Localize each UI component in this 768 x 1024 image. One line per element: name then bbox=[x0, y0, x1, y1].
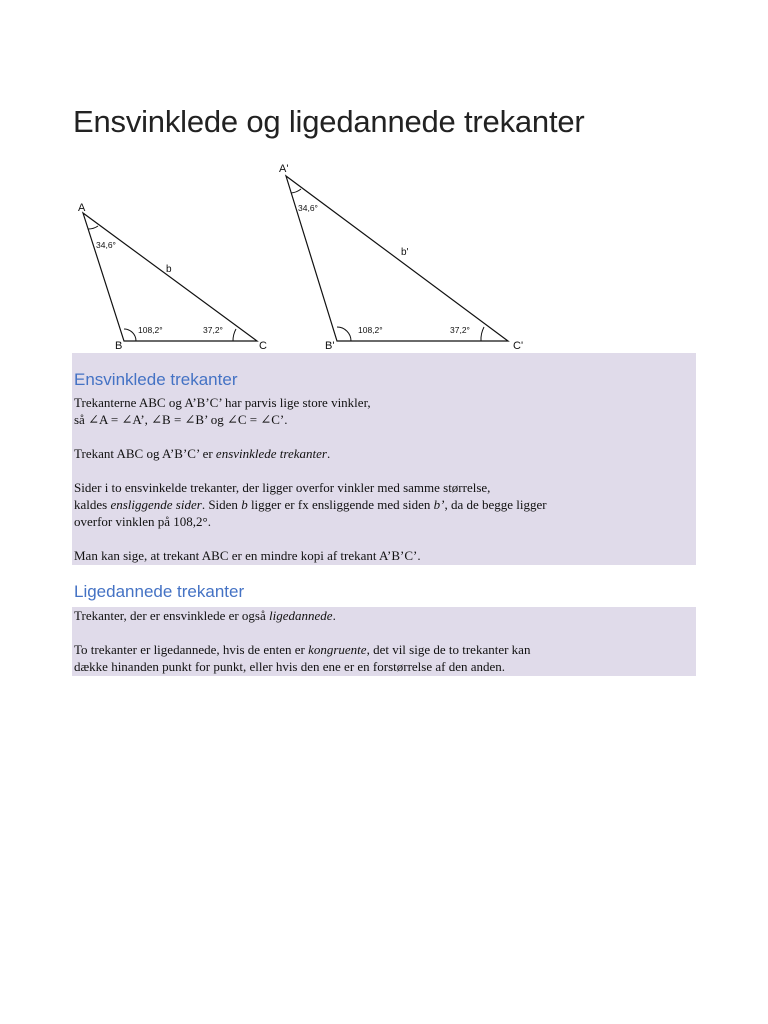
section2-paragraph-1: Trekanter, der er ensvinklede er også ligedannede. bbox=[74, 608, 336, 623]
triangles-svg bbox=[60, 155, 580, 355]
section1-paragraph-4: Man kan sige, at trekant ABC er en mindre kopi af trekant A’B’C’. bbox=[74, 548, 421, 563]
angle-arc-b-prime bbox=[337, 327, 351, 341]
vertex-b-prime: B' bbox=[325, 340, 335, 352]
triangles-figure bbox=[60, 155, 580, 355]
vertex-b: B bbox=[115, 340, 123, 352]
vertex-a-prime: A' bbox=[279, 163, 289, 175]
section2-paragraph-2: To trekanter er ligedannede, hvis de enten er kongruente, det vil sige de to trekanter kan dække hinanden punkt for punkt, eller hvis den ene er en forstørrelse af den anden. bbox=[74, 642, 531, 674]
angle-c-label: 37,2° bbox=[203, 325, 223, 335]
section-heading-ensvinklede: Ensvinklede trekanter bbox=[74, 370, 238, 389]
page-title: Ensvinklede og ligedannede trekanter bbox=[73, 104, 585, 139]
section1-paragraph-3: Sider i to ensvinkelde trekanter, der ligger overfor vinkler med samme størrelse, kaldes ensliggende sider. Siden b ligger er fx ensliggende med siden b’, da de begge ligger overfor vinklen på 108,2°. bbox=[74, 480, 547, 529]
triangle-abc-prime bbox=[286, 176, 508, 341]
side-b-label: b bbox=[166, 264, 172, 275]
angle-arc-a-prime bbox=[291, 189, 301, 193]
side-b-prime-label: b' bbox=[401, 247, 409, 258]
angle-a-label: 34,6° bbox=[96, 240, 116, 250]
angle-b-label: 108,2° bbox=[138, 325, 163, 335]
angle-c-prime-label: 37,2° bbox=[450, 325, 470, 335]
vertex-c-prime: C' bbox=[513, 340, 524, 352]
section1-paragraph-2: Trekant ABC og A’B’C’ er ensvinklede trekanter. bbox=[74, 446, 331, 461]
vertex-c: C bbox=[259, 340, 267, 352]
angle-arc-a bbox=[88, 226, 98, 229]
section-ligedannede-box bbox=[72, 607, 696, 676]
vertex-a: A bbox=[78, 202, 86, 214]
angle-a-prime-label: 34,6° bbox=[298, 203, 318, 213]
triangle-abc bbox=[83, 213, 257, 341]
section-heading-ligedannede: Ligedannede trekanter bbox=[74, 582, 245, 601]
angle-b-prime-label: 108,2° bbox=[358, 325, 383, 335]
angle-arc-c bbox=[233, 329, 236, 341]
section1-paragraph-1: Trekanterne ABC og A’B’C’ har parvis lige store vinkler, så ∠A = ∠A’, ∠B = ∠B’ og ∠C = ∠C’. bbox=[74, 395, 371, 427]
angle-arc-b bbox=[124, 329, 136, 341]
angle-arc-c-prime bbox=[481, 327, 484, 341]
